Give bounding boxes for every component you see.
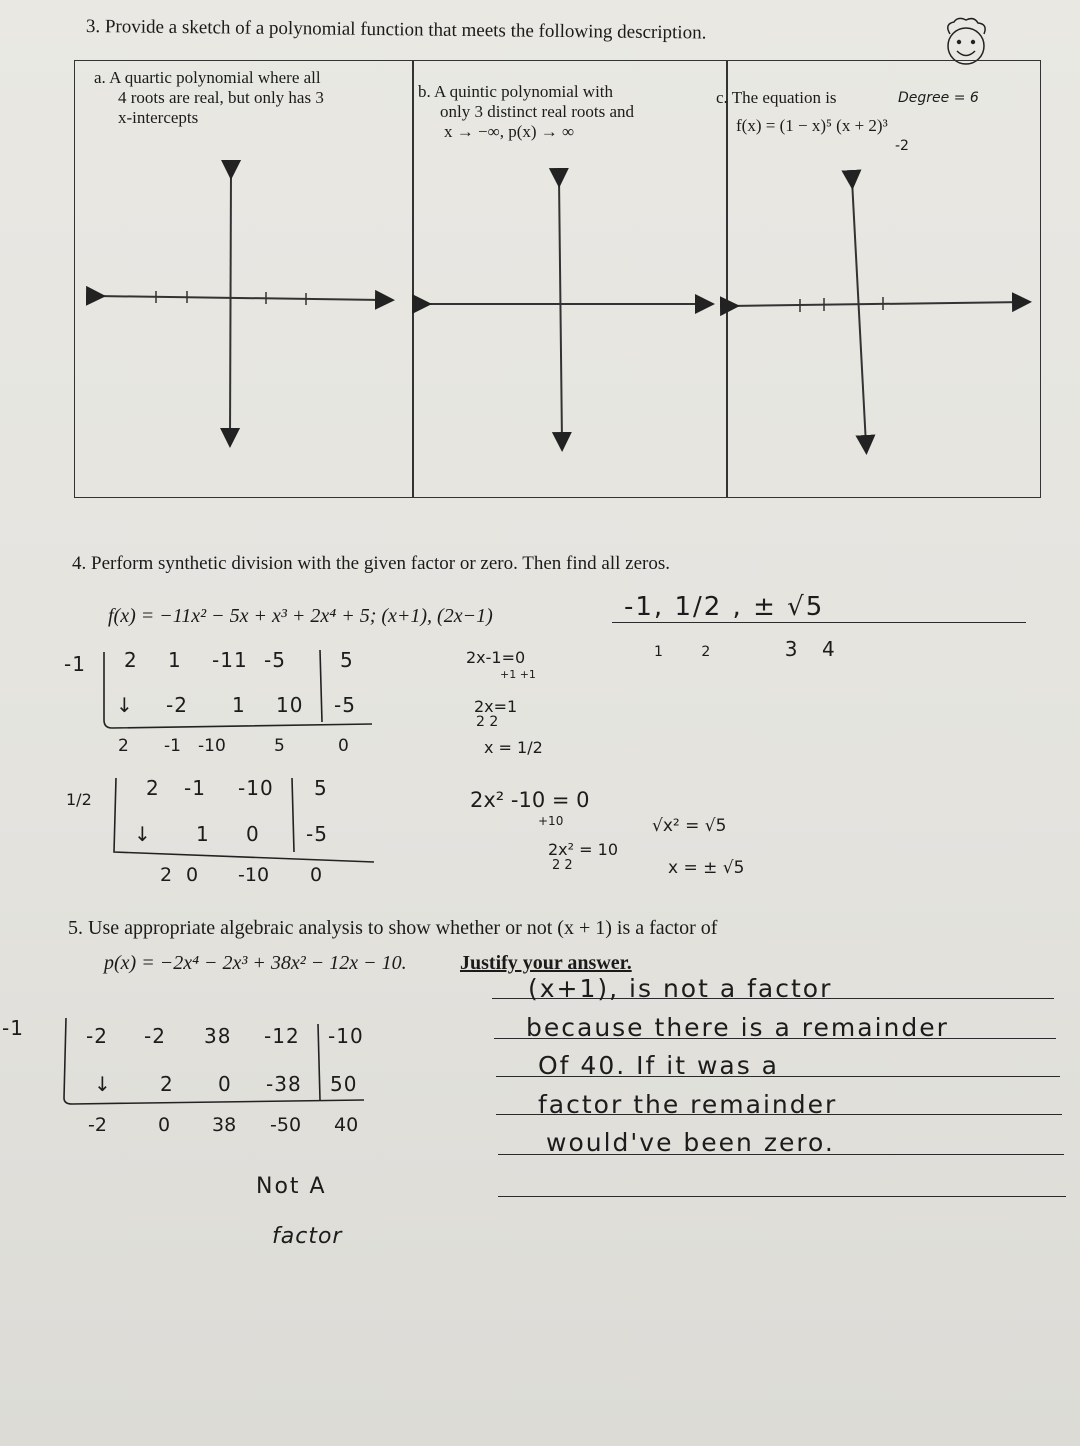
answer-rule-6 [498,1196,1066,1197]
q5-r3-c5: 40 [334,1114,359,1136]
part-a-line3: x-intercepts [118,108,199,127]
q4-answer-line [612,622,1026,623]
work-a-line3: 2x=1 [474,697,518,716]
answer-line-4: factor the remainder [538,1089,838,1119]
zero-index-3: 3 [784,637,798,661]
div2-r3-c4: 0 [310,864,323,886]
div1-r3-c3: -10 [198,736,226,756]
q5-r3-c2: 0 [158,1114,171,1136]
q5-r2-c2: 2 [160,1072,174,1096]
work-b-line4: 2 2 [552,858,573,873]
div1-r2-c4: 10 [276,693,304,717]
div1-r2-c1: ↓ [116,693,134,717]
part-a-line2: 4 roots are real, but only has 3 [118,88,324,107]
q3-title: 3. Provide a sketch of a polynomial function that meets the following description. [85,16,707,44]
div1-r2-c2: -2 [166,693,188,717]
div2-r1-c3: -10 [238,776,274,800]
work-a-line4: 2 2 [476,714,499,730]
div2-r2-c4: -5 [306,822,328,846]
zero-index-4: 4 [821,637,835,661]
div2-r1-c1: 2 [146,776,160,800]
q5-r1-c2: -2 [144,1024,166,1048]
q5-r1-c1: -2 [86,1024,108,1048]
div2-r3-c3: -10 [238,864,270,886]
div1-r3-c2: -1 [164,736,181,756]
div1-r1-c3: -11 [212,648,248,672]
part-a-prompt [94,68,324,128]
div2-divisor: 1/2 [66,790,92,809]
work-b-line2: +10 [538,814,564,828]
div1-r1-c5: 5 [340,648,354,672]
div1-r2-c3: 1 [232,693,246,717]
q4-function: f(x) = −11x² − 5x + x³ + 2x⁴ + 5; (x+1), (2x−1) [108,605,493,627]
part-b-prompt [418,82,634,142]
part-b-line1: b. A quintic polynomial with [418,82,614,101]
work-b-line3: 2x² = 10 [548,840,618,859]
part-c-prompt-label: c. The equation is [716,88,837,107]
work-a-line1: 2x-1=0 [466,648,526,667]
q5-r2-c3: 0 [218,1072,232,1096]
div1-r1-c4: -5 [264,648,286,672]
part-c-equation: f(x) = (1 − x)⁵ (x + 2)³ [736,116,888,135]
q5-r1-c5: -10 [328,1024,364,1048]
div1-r1-c2: 1 [168,648,182,672]
q4-zeros-answer: -1, 1/2 , ± √5 [624,592,825,622]
q5-title-line1: 5. Use appropriate algebraic analysis to show whether or not (x + 1) is a factor of [68,917,718,939]
div2-r2-c2: 1 [196,822,210,846]
part-c-degree-note: Degree = 6 [898,90,979,106]
q5-written-answer [526,970,949,1163]
q5-r2-c5: 50 [330,1072,358,1096]
part-c-root-note: -2 [895,138,909,154]
part-b-line3: x → −∞, p(x) → ∞ [444,122,575,141]
grid-divider [726,61,728,497]
answer-line-2: because there is a remainder [526,1012,949,1042]
work-a-line5: x = 1/2 [484,738,543,757]
work-c-line1: √x² = √5 [652,816,727,836]
div2-r3-c2: 0 [186,864,199,886]
q5-r3-c1: -2 [88,1114,107,1136]
q5-r1-c4: -12 [264,1024,300,1048]
div1-r3-c5: 0 [338,736,349,756]
q5-r3-c3: 38 [212,1114,237,1136]
work-c-line2: x = ± √5 [668,858,745,878]
q4-title: 4. Perform synthetic division with the given factor or zero. Then find all zeros. [72,553,670,574]
q5-divisor: -1 [2,1016,24,1040]
grid-divider [412,61,414,497]
div1-r3-c4: 5 [274,736,285,756]
div2-r1-c4: 5 [314,776,328,800]
div1-divisor: -1 [64,652,86,676]
q5-r2-c1: ↓ [94,1072,112,1096]
div2-r1-c2: -1 [184,776,206,800]
div2-r2-c1: ↓ [134,822,152,846]
q4-zeros-index [654,637,854,661]
answer-line-1: (x+1), is not a factor [528,974,833,1003]
div2-r2-c3: 0 [246,822,260,846]
work-a-line2: +1 +1 [500,668,536,681]
part-a-line1: a. A quartic polynomial where all [94,68,321,87]
div2-r3-c1: 2 [160,864,173,886]
div1-r3-c1: 2 [118,736,129,756]
q5-r1-c3: 38 [204,1024,232,1048]
part-b-line2: only 3 distinct real roots and [440,102,635,121]
zero-index-1: 1 [654,644,663,660]
q5-r3-c4: -50 [270,1114,302,1136]
q5-r2-c4: -38 [266,1072,302,1096]
q5-justify: Justify your answer. [460,952,632,974]
q5-conclusion-1: Not A [256,1174,327,1199]
div1-r1-c1: 2 [124,648,138,672]
zero-index-2: 2 [701,644,711,660]
q5-conclusion-2: factor [272,1224,343,1249]
answer-line-3: Of 40. If it was a [538,1051,780,1080]
work-b-line1: 2x² -10 = 0 [470,788,590,812]
div1-r2-c5: -5 [334,693,356,717]
answer-line-5: would've been zero. [546,1128,835,1157]
q5-title-line2: p(x) = −2x⁴ − 2x³ + 38x² − 12x − 10. [104,952,407,974]
